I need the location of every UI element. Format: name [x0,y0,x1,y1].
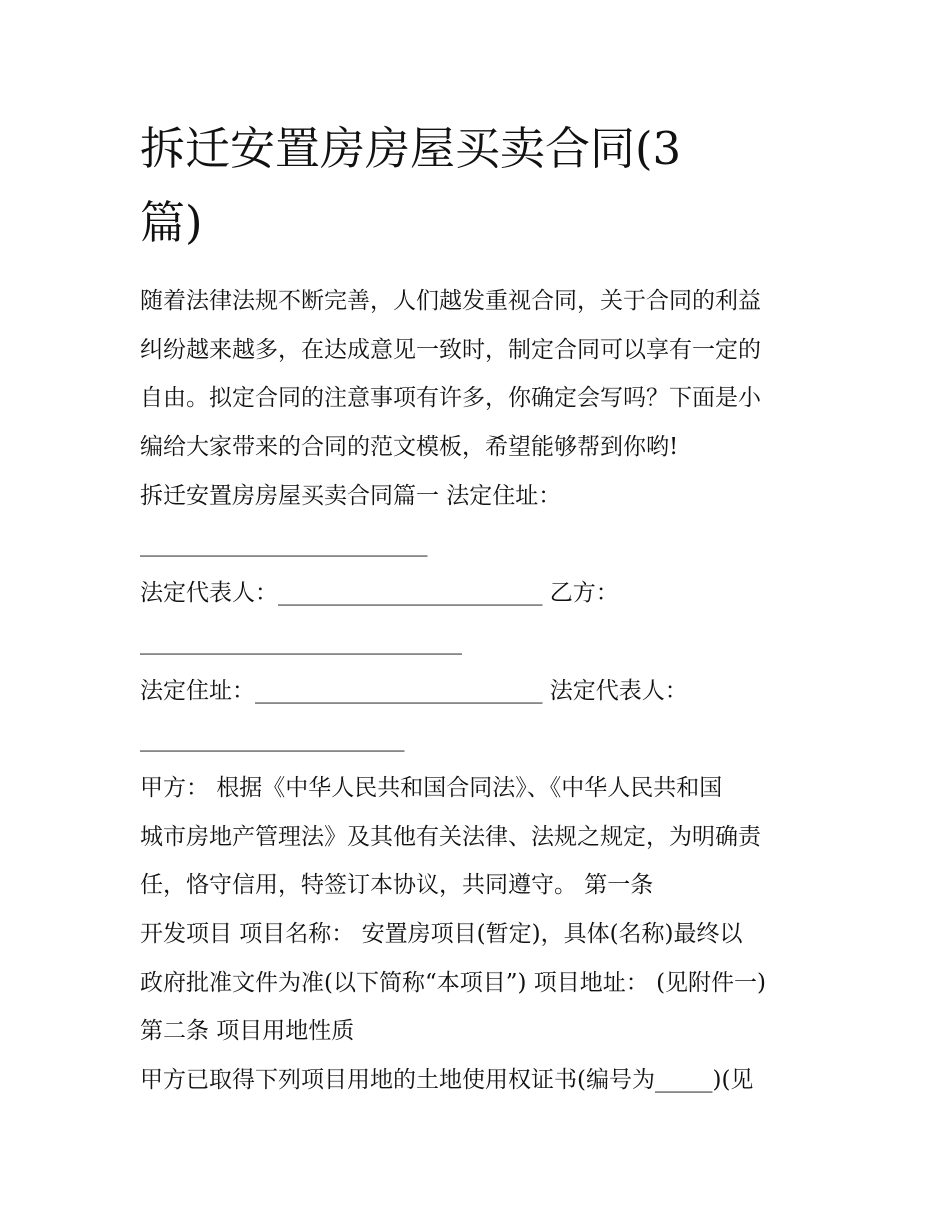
body-line: 随着法律法规不断完善，人们越发重视合同，关于合同的利益 [140,288,761,314]
body-line: 开发项目 项目名称： 安置房项目(暂定)，具体(名称)最终以 [140,920,743,947]
signature-blank-line: ____________________________ [140,628,462,655]
body-line: 编给大家带来的合同的范文模板，希望能够帮到你哟! [140,434,679,461]
body-line: 政府批准文件为准(以下简称“本项目”) 项目地址： (见附件一) [140,969,767,996]
body-line: 甲方： 根据《中华人民共和国合同法》、《中华人民共和国 [140,774,723,801]
document-title [140,112,780,260]
body-line: 拆迁安置房房屋买卖合同篇一 法定住址： [140,482,562,509]
title-line-1: 拆迁安置房房屋买卖合同(3 [140,122,682,175]
body-line: 任，恪守信用，特签订本协议，共同遵守。 第一条 [140,872,654,899]
document-body [140,277,820,1105]
body-line: 纠纷越来越多，在达成意见一致时，制定合同可以享有一定的 [140,336,761,363]
body-line: 法定住址：_________________________ 法定代表人： [140,677,688,704]
body-line: 第二条 项目用地性质 [140,1018,355,1045]
signature-blank-line: _______________________ [140,726,405,753]
signature-blank-line: _________________________ [140,531,428,558]
body-line: 自由。拟定合同的注意事项有许多，你确定会写吗？下面是小 [140,385,761,412]
body-line: 法定代表人：_______________________ 乙方： [140,580,619,607]
body-line: 城市房地产管理法》及其他有关法律、法规之规定，为明确责 [140,823,761,850]
title-line-2: 篇) [140,196,203,249]
body-line: 甲方已取得下列项目用地的土地使用权证书(编号为_____)(见 [140,1067,754,1093]
